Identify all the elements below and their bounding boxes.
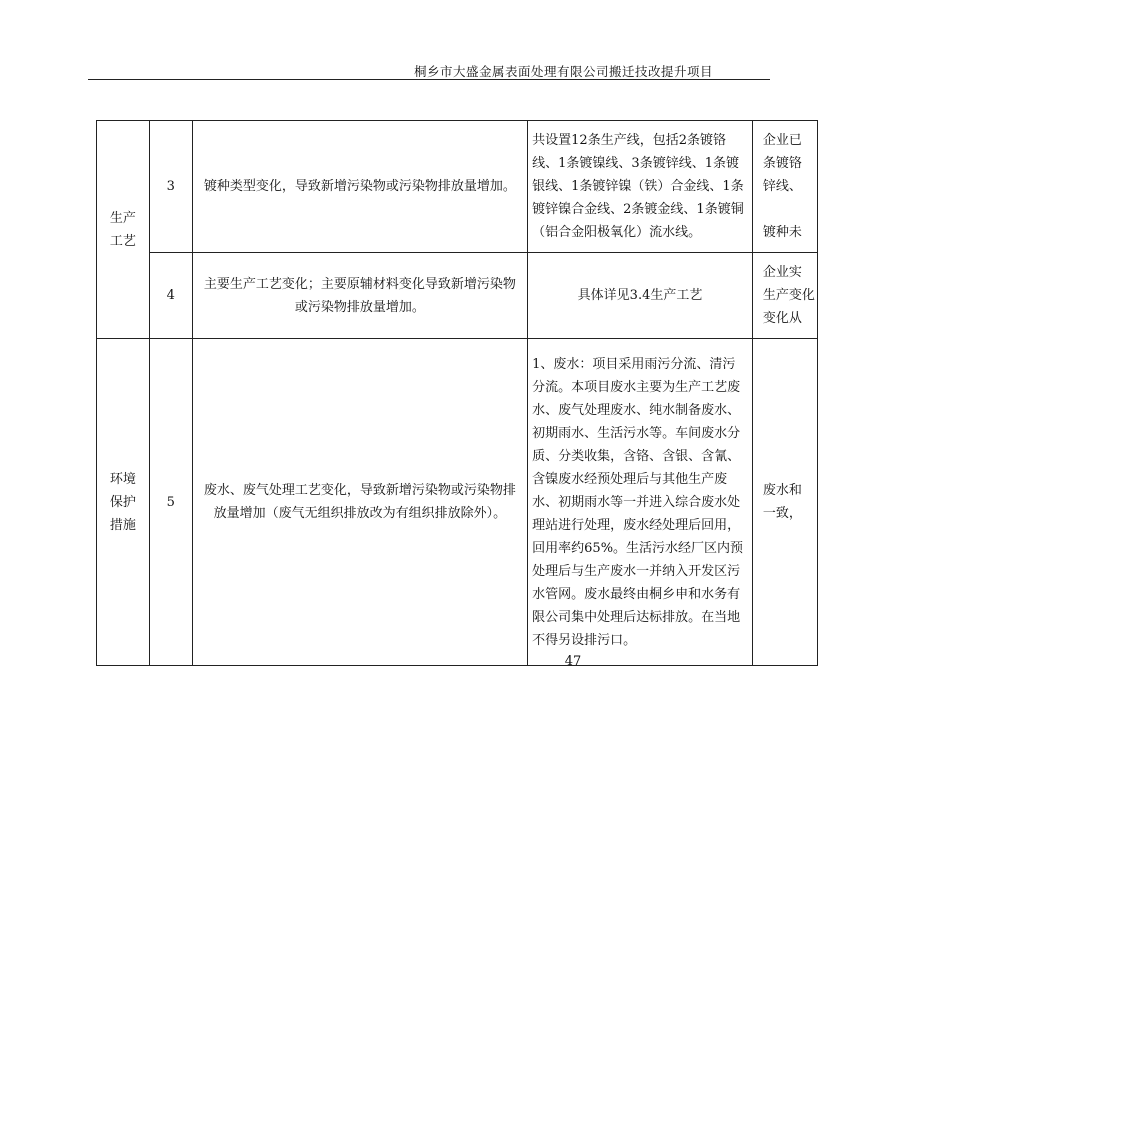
eia-content: 1、废水：项目采用雨污分流、清污分流。本项目废水主要为生产工艺废水、废气处理废水、纯水制备废水、初期雨水、生活污水等。车间废水分质、分类收集，含铬、含银、含氰、含镍废水经预处理后与其他生产废水、初期雨水等一并进入综合废水处理站进行处理，废水经处理后回用，回用率约65%。生活污水经厂区内预处理后与生产废水一并纳入开发区污水管网。废水最终由桐乡申和水务有限公司集中处理后达标排放。在当地不得另设排污口。 [528,339,753,666]
item-number: 4 [149,253,192,339]
page-header: 桐乡市大盛金属表面处理有限公司搬迁技改提升项目 [413,64,713,79]
item-number: 5 [149,339,192,666]
page-number: 47 [564,654,582,669]
change-table [96,120,818,666]
category-label: 环境保护措施 [109,471,136,533]
category-cell [97,121,150,339]
actual-line: 企业已 [762,133,802,148]
category-label: 生产工艺 [109,210,136,249]
actual-status [752,121,817,253]
eia-content: 具体详见3.4生产工艺 [528,253,753,339]
actual-line: 锌线、 [762,179,802,194]
change-table-container [96,120,815,666]
eia-content: 共设置12条生产线，包括2条镀铬线、1条镀镍线、3条镀锌线、1条镀银线、1条镀锌镍（铁）合金线、1条镀锌镍合金线、2条镀金线、1条镀铜（铝合金阳极氧化）流水线。 [528,121,753,253]
change-description: 废水、废气处理工艺变化，导致新增污染物或污染物排放量增加（废气无组织排放改为有组织排放除外）。 [192,339,528,666]
actual-line: 条镀铬 [762,156,802,171]
table-row [97,121,818,253]
table-row [97,339,818,666]
actual-line: 废水和 [762,483,802,498]
actual-line: 镀种未 [762,225,802,240]
actual-line: 一致， [762,506,802,521]
actual-status [752,253,817,339]
change-description: 主要生产工艺变化；主要原辅材料变化导致新增污染物或污染物排放量增加。 [192,253,528,339]
table-row [97,253,818,339]
actual-status [752,339,817,666]
actual-line: 生产变化 [762,288,815,303]
category-cell [97,339,150,666]
actual-line: 企业实 [762,265,802,280]
actual-line [763,198,817,221]
header-rule [88,79,770,80]
change-description: 镀种类型变化，导致新增污染物或污染物排放量增加。 [192,121,528,253]
actual-line: 变化从 [762,311,802,326]
item-number: 3 [149,121,192,253]
